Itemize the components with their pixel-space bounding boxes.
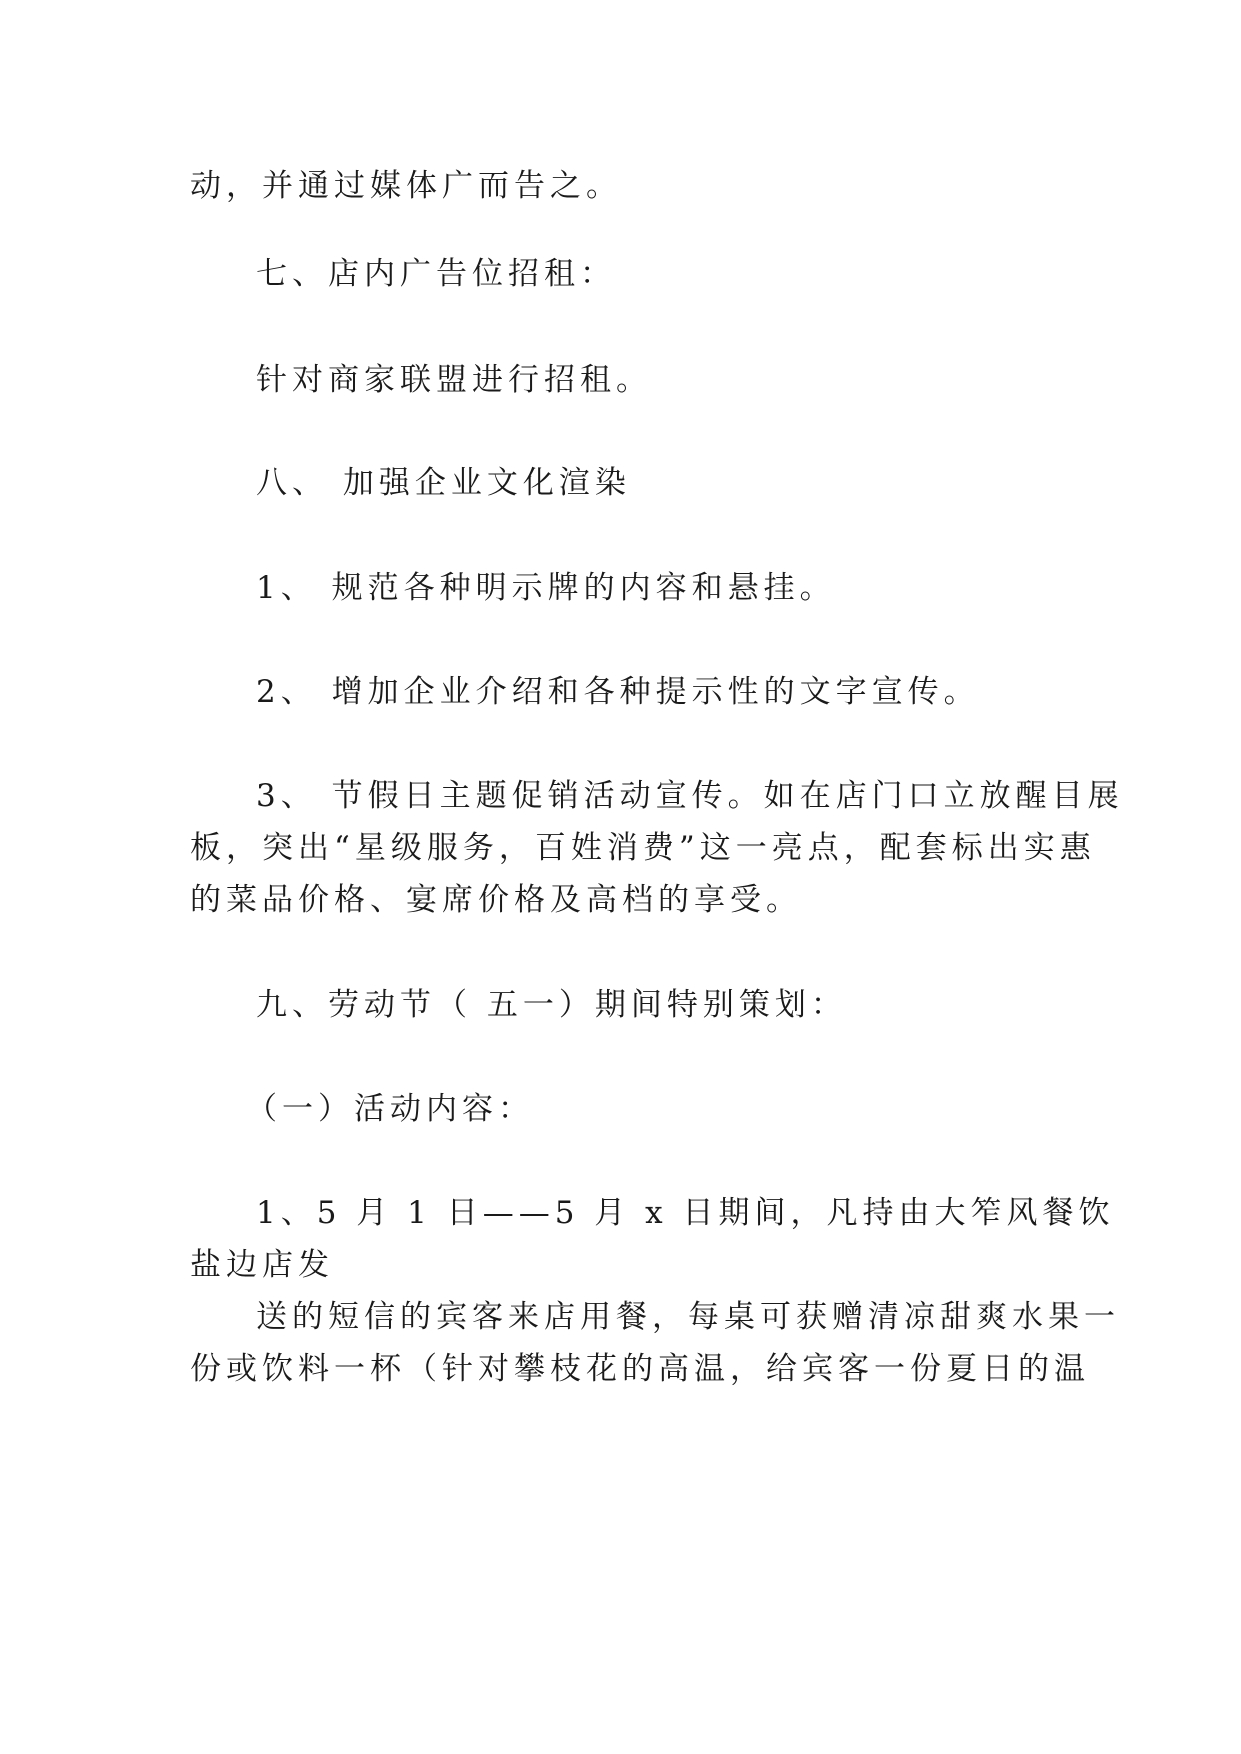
section-heading-9: 九、劳动节（ 五一）期间特别策划： [256, 987, 847, 1023]
paragraph-line: 针对商家联盟进行招租。 [256, 362, 652, 398]
list-item-3: 3、 节假日主题促销活动宣传。如在店门口立放醒目展 [256, 778, 1124, 814]
paragraph-line: 板，突出“星级服务，百姓消费”这一亮点，配套标出实惠 [190, 830, 1096, 866]
paragraph-line: 盐边店发 [190, 1247, 334, 1283]
paragraph-line: 动，并通过媒体广而告之。 [190, 168, 622, 204]
paragraph-line: 1、5 月 1 日——5 月 x 日期间，凡持由大笮风餐饮 [256, 1195, 1115, 1231]
paragraph-line: 的菜品价格、宴席价格及高档的享受。 [190, 882, 802, 918]
list-item-2: 2、 增加企业介绍和各种提示性的文字宣传。 [256, 674, 980, 710]
list-item-1: 1、 规范各种明示牌的内容和悬挂。 [256, 570, 836, 606]
subsection-heading: （一）活动内容： [246, 1091, 534, 1127]
paragraph-line: 份或饮料一杯（针对攀枝花的高温，给宾客一份夏日的温 [190, 1351, 1090, 1387]
section-heading-7: 七、店内广告位招租： [256, 256, 616, 292]
paragraph-line: 送的短信的宾客来店用餐，每桌可获赠清凉甜爽水果一 [256, 1299, 1120, 1335]
section-heading-8: 八、 加强企业文化渲染 [256, 465, 631, 501]
